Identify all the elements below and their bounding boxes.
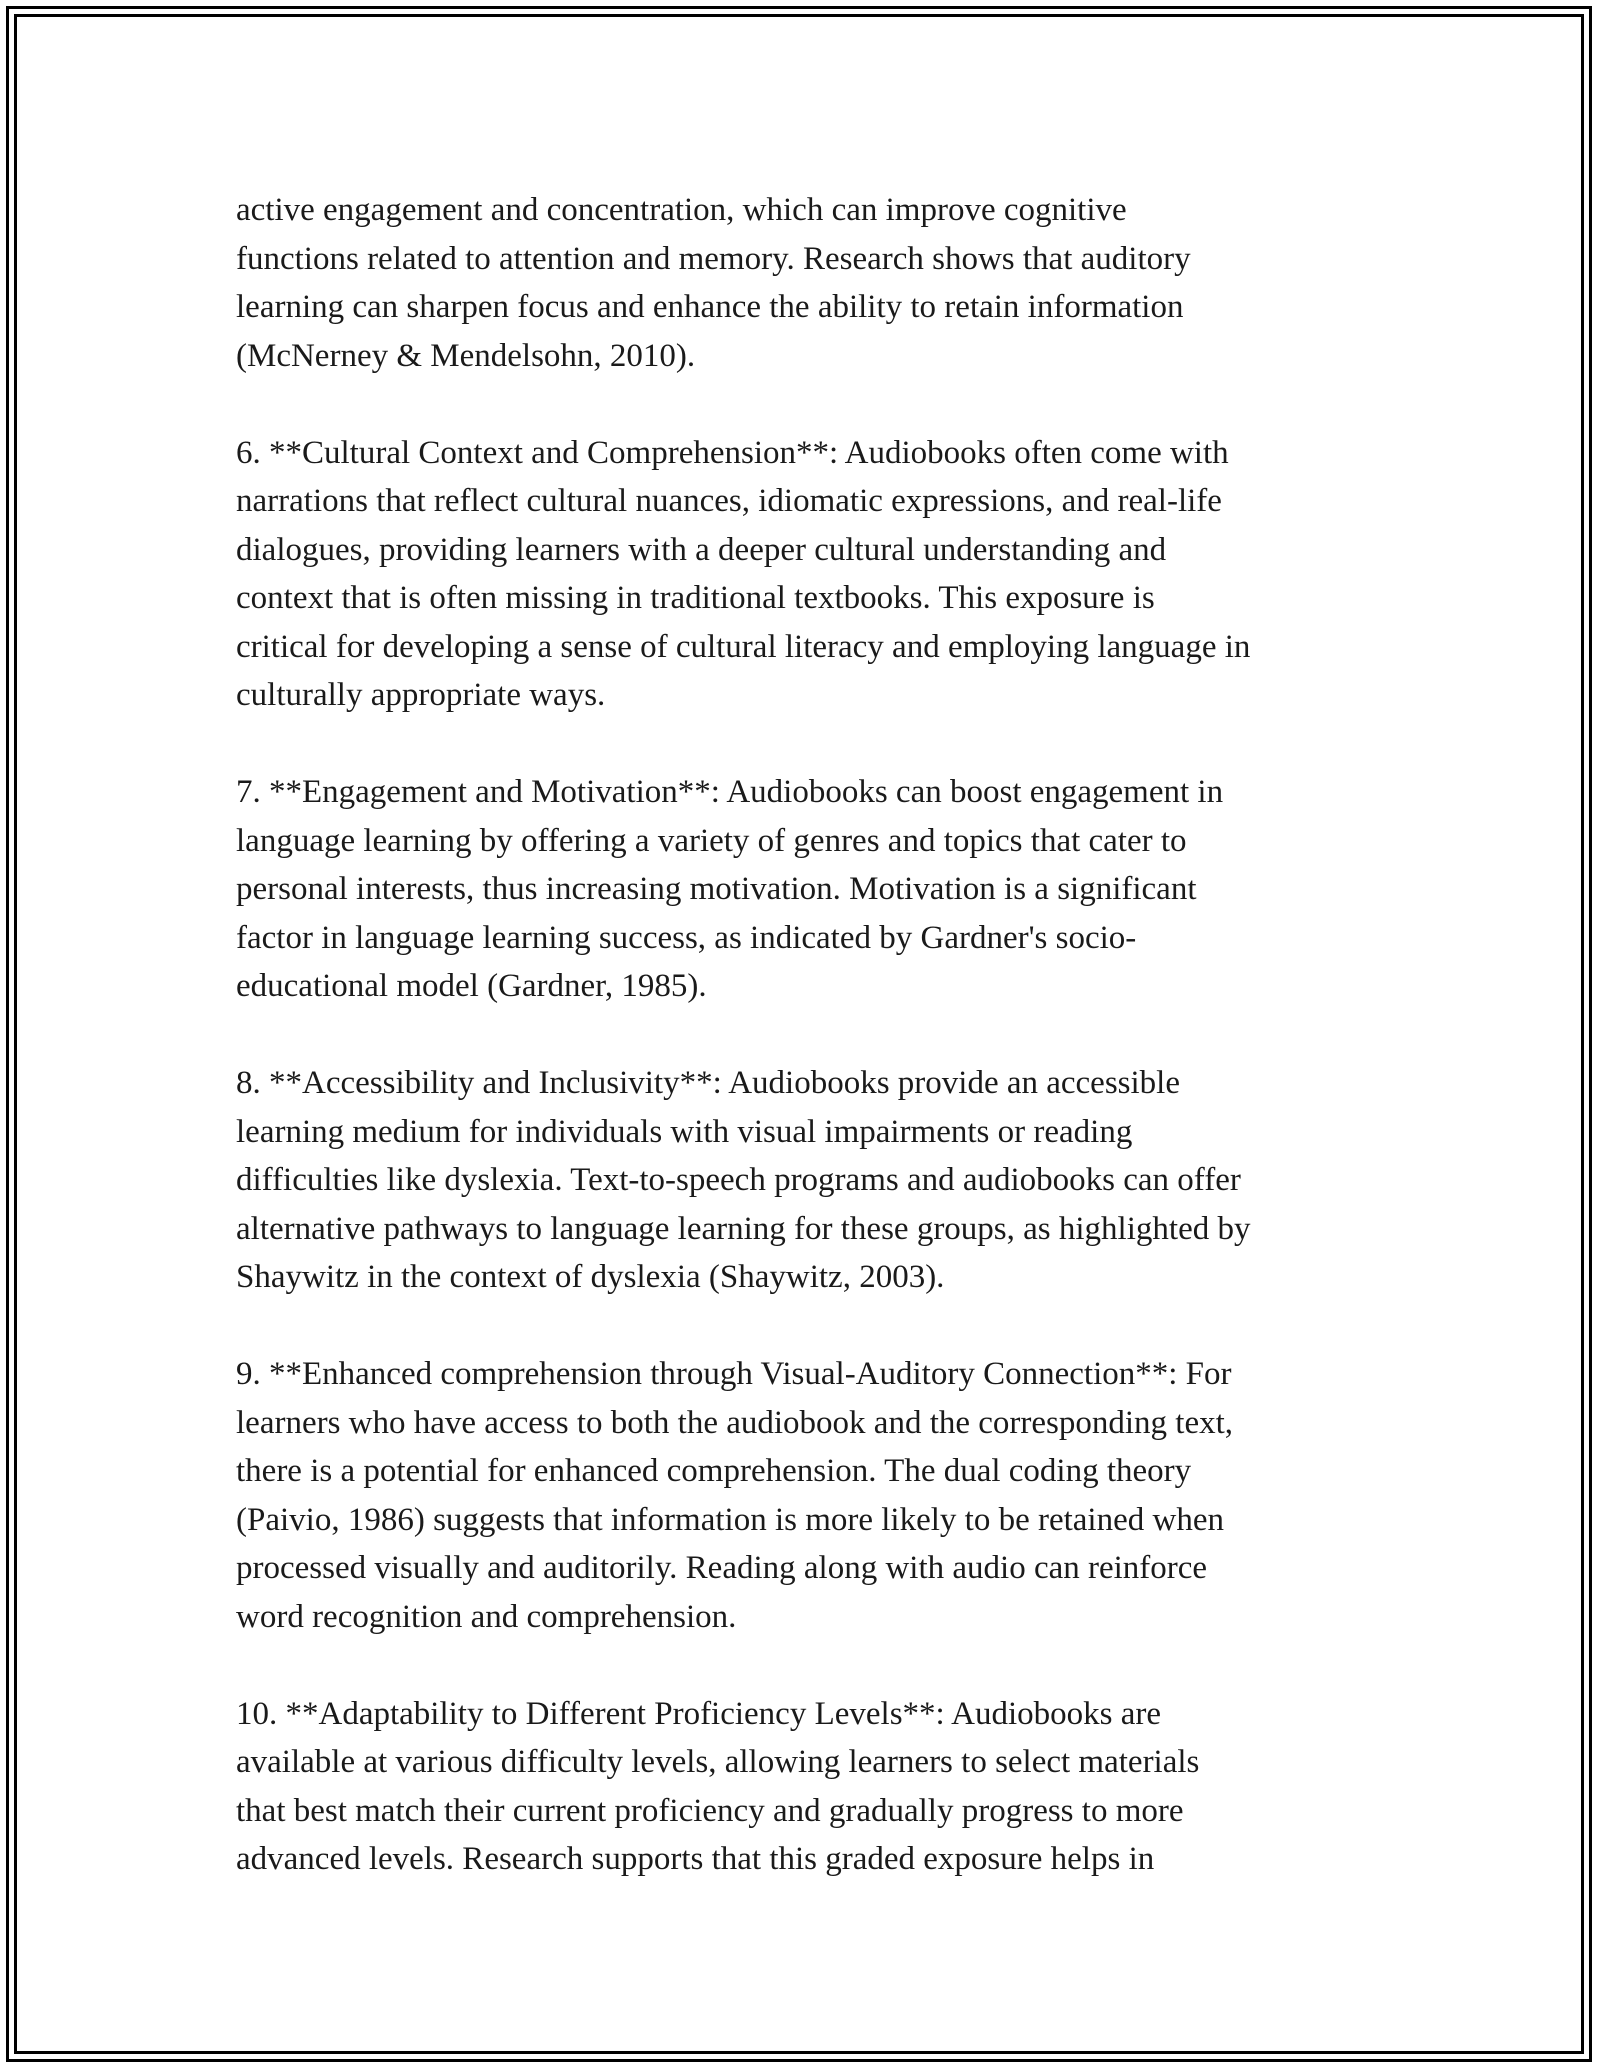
paragraph-continuation: active engagement and concentration, which can improve cognitive functions related to attention and memory. Research shows that auditory learning can sharpen focus and enhance the ability to retain information (McNerney & Mendelsohn, 2010).	[236, 192, 1191, 374]
paragraph-item-8: 8. **Accessibility and Inclusivity**: Audiobooks provide an accessible learning medium for individuals with visual impairments or reading difficulties like dyslexia. Text-to-speech programs and audiobooks can offer alternative pathways to language learning for these groups, as highlighted by Shaywitz in the context of dyslexia (Shaywitz, 2003).	[236, 1065, 1251, 1295]
paragraph-item-6: 6. **Cultural Context and Comprehension**: Audiobooks often come with narrations that reflect cultural nuances, idiomatic expressions, and real-life dialogues, providing learners with a deeper cultural understanding and context that is often missing in traditional textbooks. This exposure is critical for developing a sense of cultural literacy and employing language in culturally appropriate ways.	[236, 434, 1251, 713]
paragraph-item-10: 10. **Adaptability to Different Proficiency Levels**: Audiobooks are available at various difficulty levels, allowing learners to select materials that best match their current proficiency and gradually progress to more advanced levels. Research supports that this graded exposure helps in	[236, 1695, 1200, 1877]
paragraph-item-7: 7. **Engagement and Motivation**: Audiobooks can boost engagement in language learning by offering a variety of genres and topics that cater to personal interests, thus increasing motivation. Motivation is a significant factor in language learning success, as indicated by Gardner's socio- educational model (Gardner, 1985).	[236, 774, 1224, 1004]
paragraph-item-9: 9. **Enhanced comprehension through Visual-Auditory Connection**: For learners who have access to both the audiobook and the corresponding text, there is a potential for enhanced comprehension. The dual coding theory (Paivio, 1986) suggests that information is more likely to be retained when processed visually and auditorily. Reading along with audio can reinforce word recognition and comprehension.	[236, 1356, 1234, 1635]
document-body	[236, 186, 1376, 1932]
